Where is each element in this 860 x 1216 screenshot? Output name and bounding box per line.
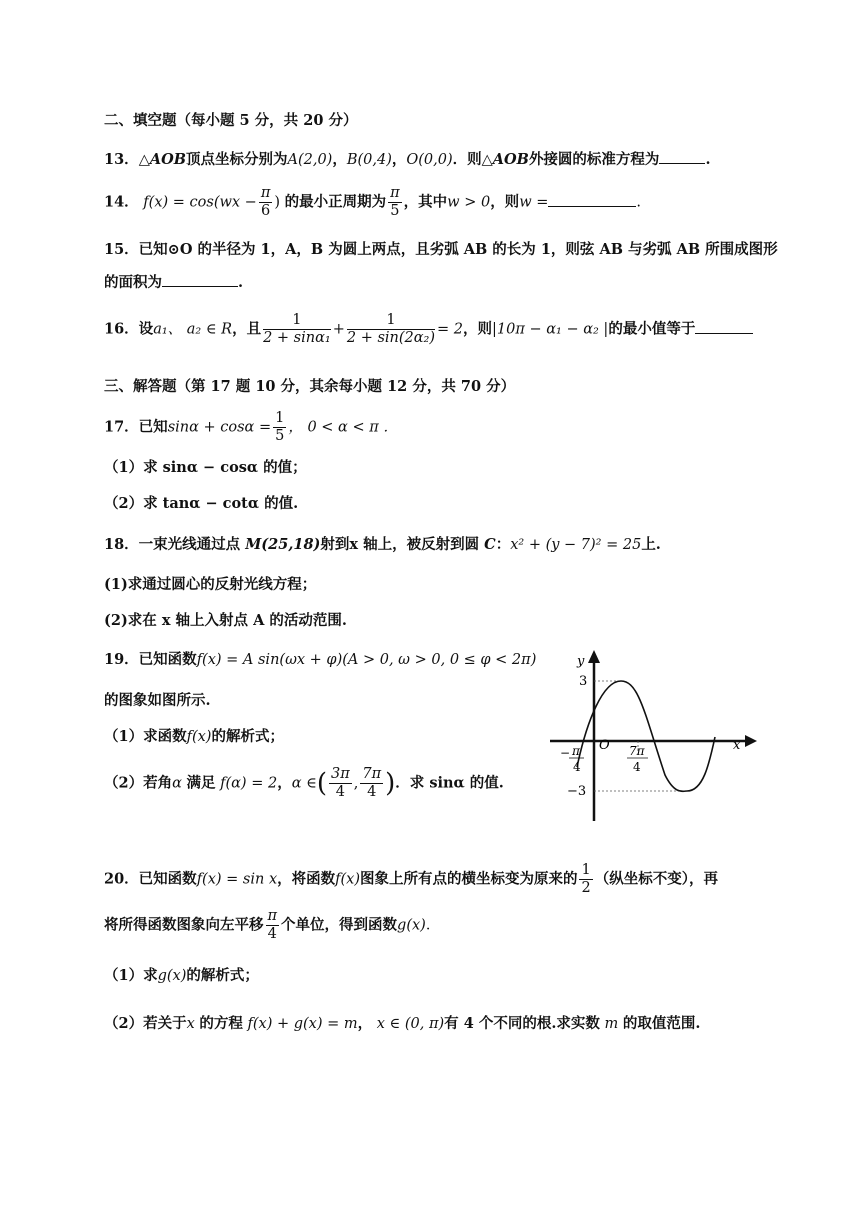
question-18-part-1: (1)求通过圆心的反射光线方程； (104, 576, 317, 593)
min-label: −3 (567, 784, 587, 799)
right-tick-denominator: 4 (633, 760, 641, 774)
left-tick-numerator: π (572, 744, 580, 758)
x-axis-arrow-icon (745, 735, 757, 747)
question-19: 19．已知函数f(x) = A sin(ωx + φ)(A > 0, ω > 0, 0 ≤ φ < 2π) (104, 651, 537, 668)
left-tick-sign: − (560, 746, 571, 760)
answer-blank (695, 319, 753, 334)
question-18-part-2: (2)求在 x 轴上入射点 A 的活动范围. (104, 612, 347, 629)
x-axis-label: x (733, 738, 741, 753)
question-17: 17．已知sinα + cosα = $\frac{1}{5}$ ， 0 < α < π ． (104, 410, 398, 444)
section-answer-heading: 三、解答题（第 17 题 10 分，其余每小题 12 分，共 70 分） (104, 378, 516, 395)
question-15-line-2: 的面积为 . (104, 274, 244, 291)
question-17-part-2: （2）求 tanα − cotα 的值. (104, 495, 299, 512)
question-13: 13．△AOB顶点坐标分别为A(2,0)，B(0,4)，O(0,0)．则△AOB外接圆的标准方程为 . (104, 151, 711, 168)
question-19-part-1: （1）求函数f(x)的解析式； (104, 728, 284, 745)
sine-graph (545, 645, 765, 825)
left-tick-denominator: 4 (573, 760, 581, 774)
section-fill-blank-heading: 二、填空题（每小题 5 分，共 20 分） (104, 112, 358, 129)
right-tick-numerator: 7π (629, 744, 645, 758)
question-16: 16．设a₁、 a₂ ∈ R，且 $\frac{1}{\text{2 + sinα₁}}$ + $\frac{1}{\text{2 + sin(2α₂)}}$ = 2，则|10π − α₁ − α₂ |的最小值等于 (104, 312, 764, 358)
answer-blank (659, 149, 705, 164)
question-15-line-1: 15．已知⊙O 的半径为 1，A，B 为圆上两点，且劣弧 AB 的长为 1，则弦 AB 与劣弧 AB 所围成图形 (104, 241, 778, 258)
origin-label: O (599, 738, 610, 753)
answer-blank (162, 272, 238, 287)
question-19-part-2: （2）若角α 满足 f(α) = 2，α ∈( $\frac{3\pi}{4}$ , $\frac{7\pi}{4}$ )．求 sinα 的值. (104, 766, 504, 800)
question-19-line-2: 的图象如图所示. (104, 692, 211, 709)
max-label: 3 (579, 674, 588, 689)
question-18: 18．一束光线通过点 M(25,18)射到x 轴上，被反射到圆 C：x² + (y − 7)² = 25上. (104, 536, 661, 553)
question-20-line-2: 将所得函数图象向左平移 $\frac{\pi}{4}$ 个单位，得到函数g(x)． (104, 908, 441, 942)
question-20: 20．已知函数f(x) = sin x，将函数f(x)图象上所有点的横坐标变为原来的 $\frac{1}{2}$ （纵坐标不变），再 (104, 862, 718, 896)
question-14: 14． f(x) = cos(wx − $\frac{\pi}{6}$ ) 的最小正周期为 $\frac{\pi}{5}$ ，其中w > 0，则w = . (104, 185, 641, 219)
question-20-part-2: （2）若关于x 的方程 f(x) + g(x) = m， x ∈ (0, π)有 4 个不同的根.求实数 m 的取值范围. (104, 1015, 701, 1032)
y-axis-arrow-icon (588, 650, 600, 663)
y-axis-label: y (577, 654, 585, 669)
question-20-part-1: （1）求g(x)的解析式； (104, 967, 259, 984)
question-17-part-1: （1）求 sinα − cosα 的值； (104, 459, 307, 476)
answer-blank (548, 192, 636, 207)
sine-curve (577, 681, 715, 791)
